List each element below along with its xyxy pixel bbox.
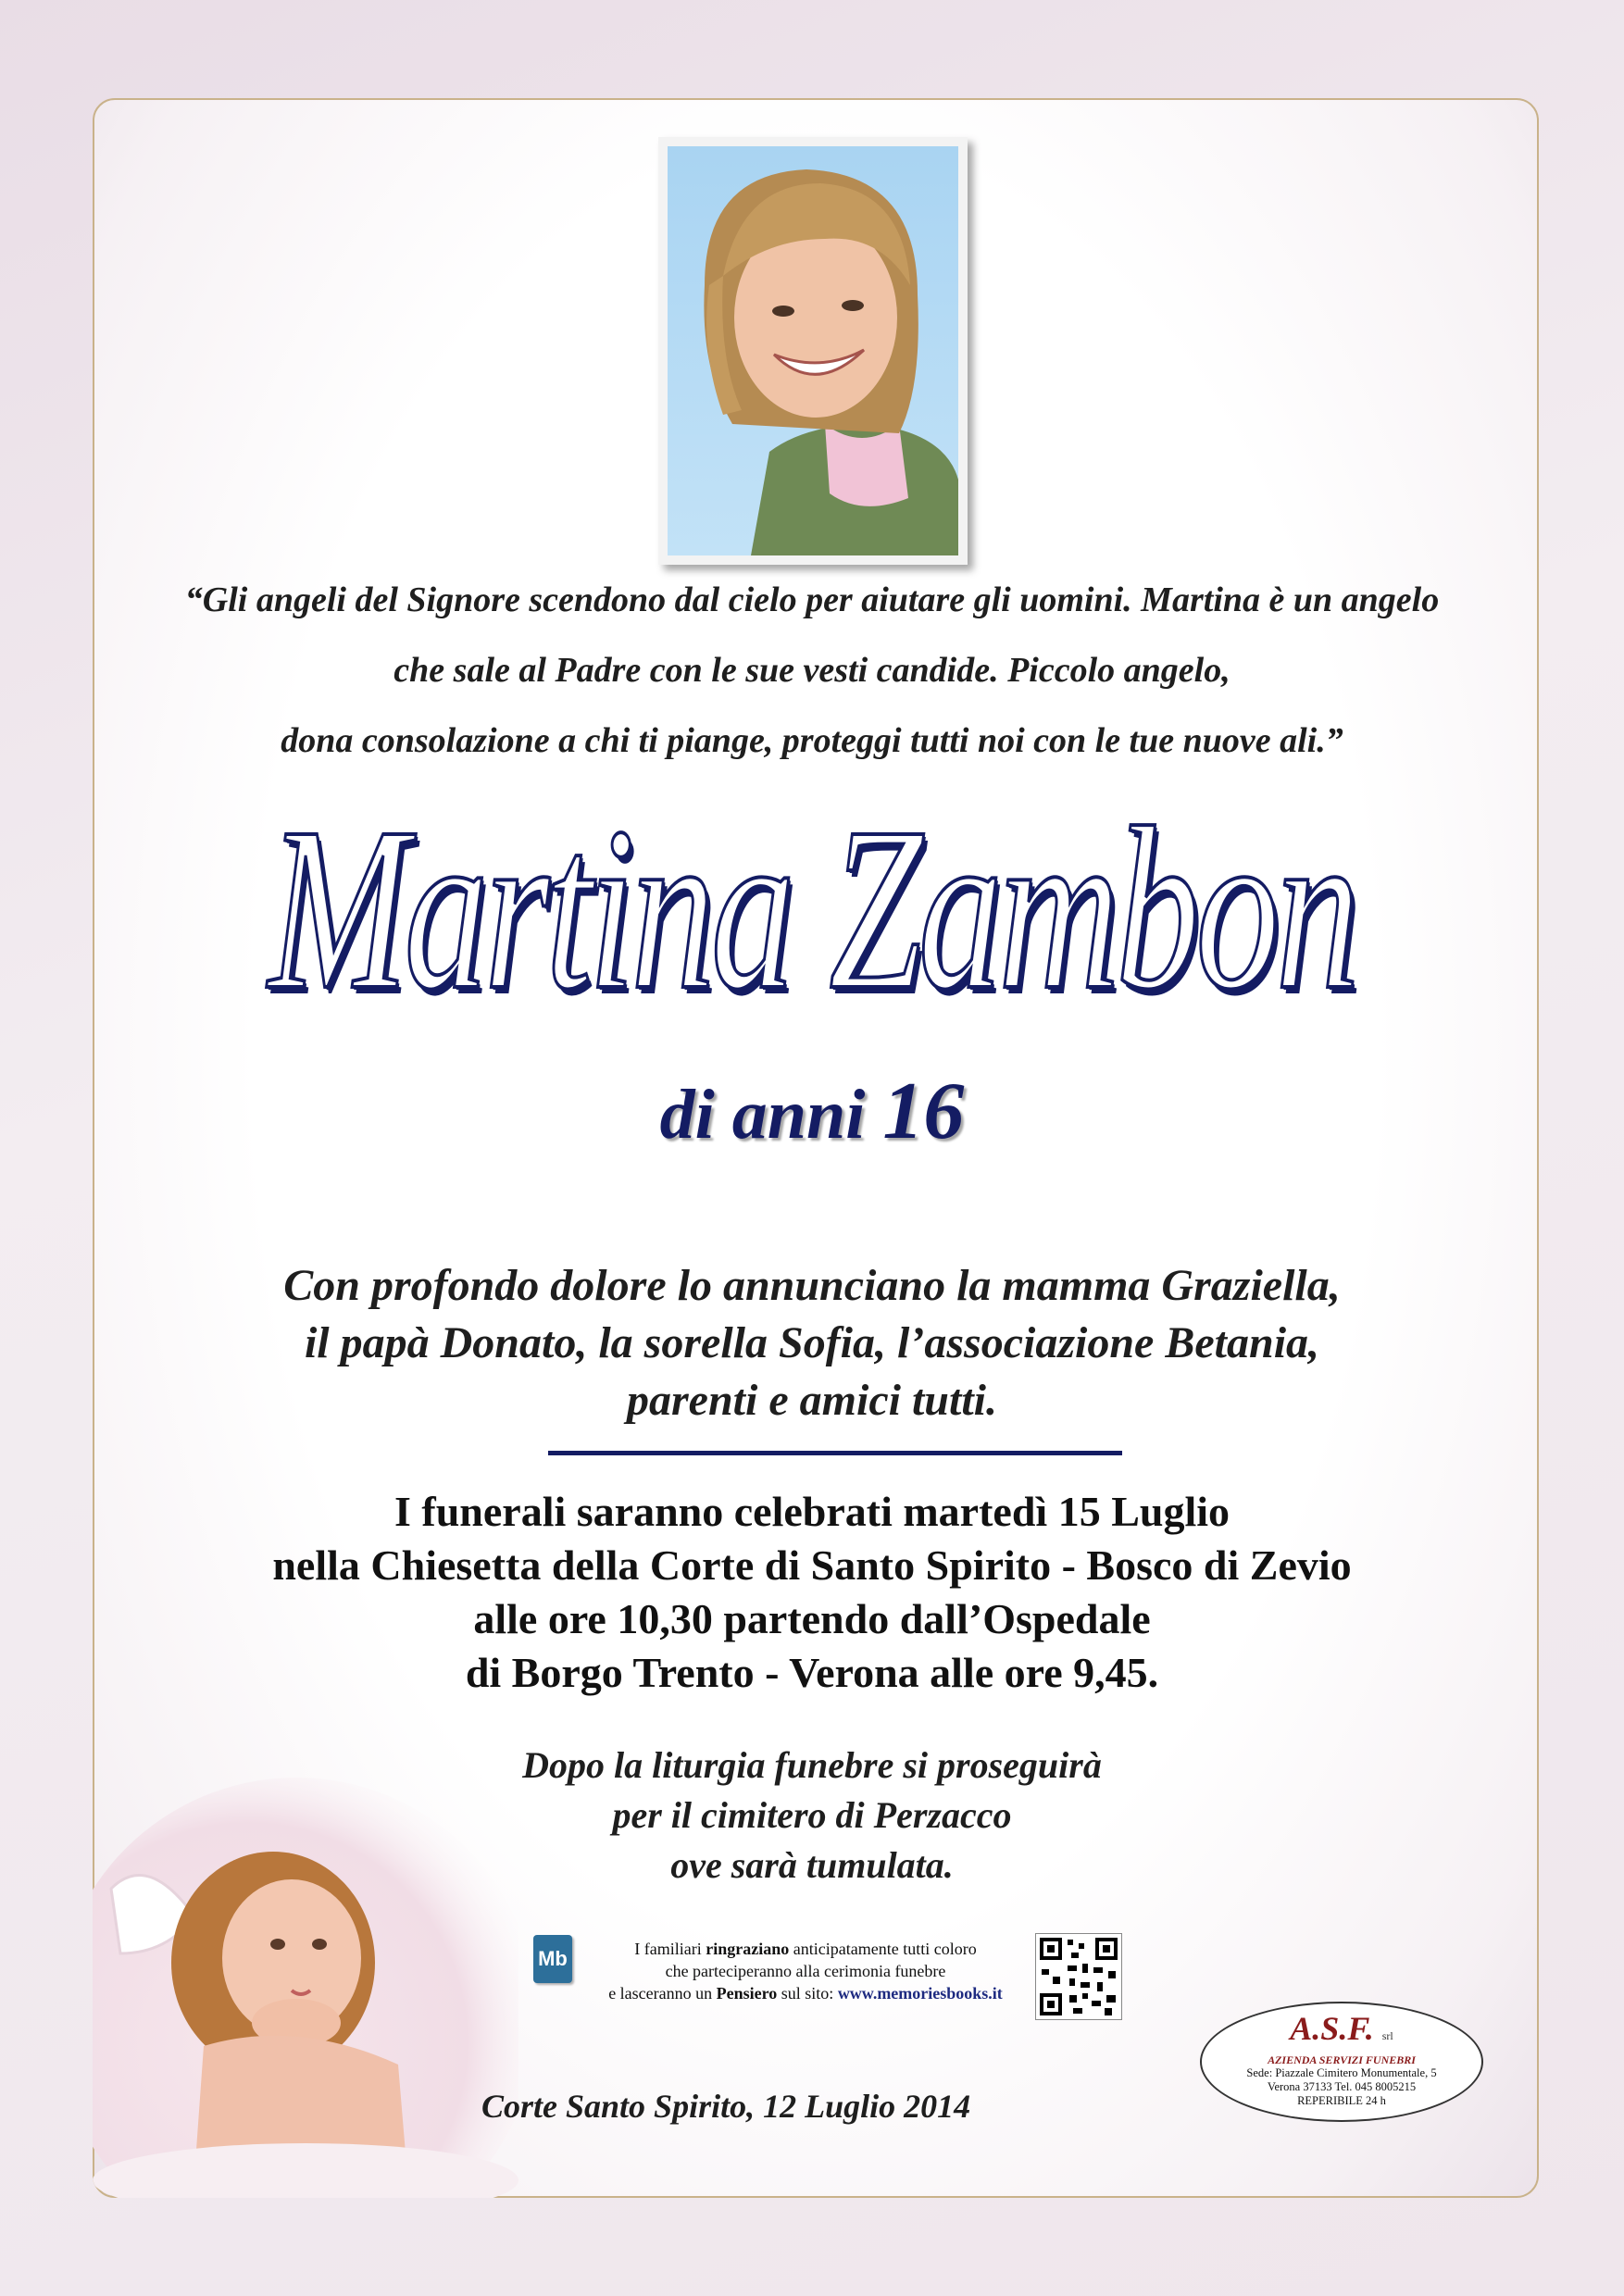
memories-text-bold: Pensiero xyxy=(716,1984,778,2003)
memories-text: anticipatamente tutti coloro xyxy=(789,1940,977,1958)
announcement-line: Con profondo dolore lo annunciano la mamma Graziella, xyxy=(283,1261,1341,1310)
name-block xyxy=(0,774,1624,1052)
deceased-name: Martina Zambon xyxy=(268,779,1356,1038)
agency-stamp xyxy=(1200,2002,1483,2122)
funeral-line: alle ore 10,30 partendo dall’Ospedale xyxy=(473,1595,1151,1642)
funeral-line: I funerali saranno celebrati martedì 15 Luglio xyxy=(394,1488,1230,1535)
agency-logo-suffix: srl xyxy=(1381,2029,1393,2042)
portrait-photo-frame xyxy=(658,137,968,565)
quote-line: che sale al Padre con le sue vesti candide. Piccolo angelo, xyxy=(394,651,1230,690)
funeral-line: nella Chiesetta della Corte di Santo Spirito - Bosco di Zevio xyxy=(272,1541,1352,1589)
place-date: Corte Santo Spirito, 12 Luglio 2014 xyxy=(481,2088,971,2125)
funeral-line: di Borgo Trento - Verona alle ore 9,45. xyxy=(465,1649,1159,1696)
memories-url[interactable]: www.memoriesbooks.it xyxy=(837,1984,1003,2003)
agency-logo-text: A.S.F. xyxy=(1290,2010,1374,2047)
qr-code-icon xyxy=(1035,1933,1122,2020)
announcement-line: il papà Donato, la sorella Sofia, l’associazione Betania, xyxy=(304,1318,1320,1367)
age-line xyxy=(0,1065,1624,1158)
memoriesbooks-icon: Mb xyxy=(533,1935,572,1983)
angel-illustration xyxy=(93,1741,518,2198)
agency-logo xyxy=(1202,2011,1481,2053)
age-prefix: di anni xyxy=(659,1076,866,1154)
quote-line: “Gli angeli del Signore scendono dal cielo per aiutare gli uomini. Martina è un angelo xyxy=(184,580,1440,619)
announcement-line: parenti e amici tutti. xyxy=(626,1376,997,1425)
agency-availability: REPERIBILE 24 h xyxy=(1297,2094,1386,2107)
memories-text: sul sito: xyxy=(777,1984,838,2003)
memoriesbooks-notice xyxy=(583,1938,1028,2004)
memories-text: e lasceranno un xyxy=(608,1984,717,2003)
portrait-photo xyxy=(668,146,958,555)
memories-text-bold: ringraziano xyxy=(706,1940,790,1958)
memories-text: I familiari xyxy=(634,1940,706,1958)
burial-line: ove sarà tumulata. xyxy=(670,1844,954,1886)
agency-subtitle: AZIENDA SERVIZI FUNEBRI xyxy=(1268,2053,1416,2066)
announcement xyxy=(0,1257,1624,1429)
burial-line: per il cimitero di Perzacco xyxy=(612,1794,1012,1836)
burial-line: Dopo la liturgia funebre si proseguirà xyxy=(522,1744,1102,1786)
quote-line: dona consolazione a chi ti piange, proteggi tutti noi con le tue nuove ali.” xyxy=(281,721,1343,760)
memories-line-3 xyxy=(583,1982,1028,2004)
memories-line-1 xyxy=(583,1938,1028,1960)
opening-quote xyxy=(0,565,1624,776)
divider-rule xyxy=(548,1451,1122,1455)
funeral-details xyxy=(0,1485,1624,1700)
memories-line-2: che parteciperanno alla cerimonia funebre xyxy=(665,1962,946,1980)
agency-address: Sede: Piazzale Cimitero Monumentale, 5 xyxy=(1246,2066,1437,2079)
age-value: 16 xyxy=(882,1067,965,1156)
agency-contact: Verona 37133 Tel. 045 8005215 xyxy=(1267,2080,1417,2093)
